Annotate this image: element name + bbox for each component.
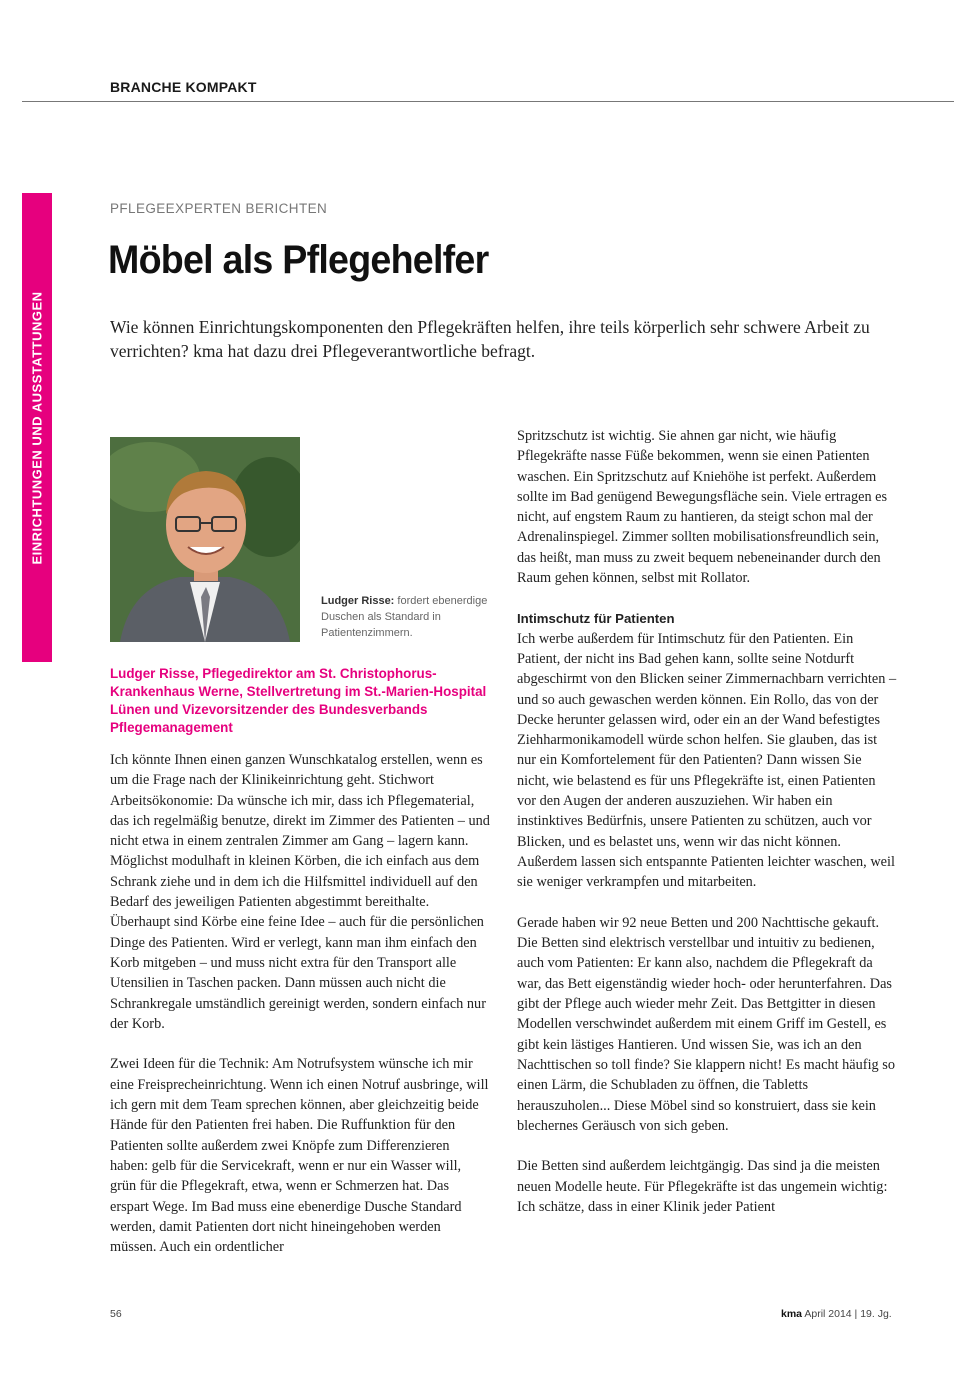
body-paragraph: Spritzschutz ist wichtig. Sie ahnen gar nicht, wie häufig Pflegekräfte nasse Füße bekommen, wenn sie einen Patienten waschen. Ein Spritzschutz auf Kniehöhe ist perfekt. Außerdem sollte im Bad genügend Bewegungsfläche sein. Viele ertragen es nicht, auf engstem Raum zu hantieren, da steigt schon mal der Adrenalinspiegel. Zimmer sollten mobilisationsfreundlich sein, das heißt, man muss zu zweit bequem nebeneinander durch den Raum gehen können, selbst mit Rollator.: [517, 428, 888, 587]
body-paragraph: Die Betten sind außerdem leichtgängig. Das sind ja die meisten neuen Modelle heute. Für Pflegekräfte ist das ungemein wichtig: Ich schätze, dass in einer Klinik jeder Patient: [517, 1158, 888, 1215]
right-column: [517, 426, 897, 1217]
article-lead: Wie können Einrichtungskomponenten den Pflegekräften helfen, ihre teils körperlich sehr schwere Arbeit zu verrichten? kma hat dazu drei Pflegeverantwortliche befragt.: [110, 317, 870, 361]
body-paragraph: Zwei Ideen für die Technik: Am Notrufsystem wünsche ich mir eine Freisprecheinrichtung. Wenn ich einen Notruf ausbringe, will ich gern mit dem Team sprechen können, aber gleichzeitig beide Hände für den Patienten frei haben. Die Ruffunktion für den Patienten sollte außerdem zwei Knöpfe zum Differenzieren haben: gelb für die Servicekraft, wenn er nur ein Wasser will, grün für die Pflegekraft, etwa, wenn er Schmerzen hat. Das erspart Wege. Im Bad muss eine ebenerdige Dusche Standard werden, damit Patienten dort nicht hineingehoben werden müssen. Auch ein ordentlicher: [110, 1056, 489, 1256]
header-rule: [22, 101, 954, 102]
article-title: Möbel als Pflegehelfer: [108, 238, 489, 282]
side-category-label: EINRICHTUNGEN UND AUSSTATTUNGEN: [29, 291, 45, 565]
section-label: BRANCHE KOMPAKT: [110, 79, 257, 95]
page-number: 56: [110, 1308, 122, 1320]
caption-text: fordert ebenerdige Duschen als Standard in Patientenzimmern.: [321, 595, 488, 639]
footer-issue: [781, 1308, 892, 1320]
body-paragraph: Gerade haben wir 92 neue Betten und 200 Nachttische gekauft. Die Betten sind elektrisch verstellbar und intuitiv zu bedienen, auch vom Patienten: Er kann also, nachdem die Pflegekraft da war, das Bett eigenständig wieder hoch- oder herunterfahren. Das gibt der Pflege auch wieder mehr Zeit. Das Bettgitter in diesen Modellen verschwindet außerdem mit einem Griff im Gestell, es gibt kein lästiges Hantieren. Und wissen Sie, was ich an den Nachttischen so toll finde? Sie klappern nicht! Es macht häufig so einen Lärm, die Schubladen zu öffnen, die Tabletts herauszuholen... Diese Möbel sind so konstruiert, dass sie kein blechernes Geräusch von sich geben.: [517, 914, 895, 1134]
caption-name: Ludger Risse:: [321, 595, 395, 607]
article-kicker: PFLEGEEXPERTEN BERICHTEN: [110, 201, 328, 216]
body-paragraph: Ich könnte Ihnen einen ganzen Wunschkatalog erstellen, wenn es um die Frage nach der Klinikeinrichtung geht. Stichwort Arbeitsökonomie: Da wünsche ich mir, dass ich Pflegematerial, das ich regelmäßig benutze, direkt im Zimmer des Patienten – und nicht etwa in einem zentralen Zimmer am Gang – lagern kann. Möglichst modulhaft in kleinen Körben, die ich einfach aus dem Schrank ziehe und in dem ich die Hilfsmittel individuell auf den Bedarf des jeweiligen Patienten abgestimmt bereithalte. Überhaupt sind Körbe eine feine Idee – auch für die persönlichen Dinge des Patienten. Wird er verlegt, kann man ihm einfach den Korb mitgeben – und muss nicht extra für den Transport alle Utensilien in Taschen packen. Dann müssen auch nicht die Schrankregale umständlich gereinigt werden, sondern einfach nur der Korb.: [110, 752, 490, 1032]
speaker-heading: Ludger Risse, Pflegedirektor am St. Christophorus-Krankenhaus Werne, Stellvertretung im St.-Marien-Hospital Lünen und Vizevorsitzender des Bundesverbands Pflegemanagement: [110, 666, 487, 735]
left-column: [110, 750, 490, 1257]
footer-issue-text: April 2014 | 19. Jg.: [804, 1308, 892, 1320]
photo-caption: [321, 593, 491, 641]
portrait-photo: [110, 437, 300, 642]
body-paragraph: Ich werbe außerdem für Intimschutz für den Patienten. Ein Patient, der nicht ins Bad gehen kann, sollte seine Notdurft abgeschirmt von den Blicken seiner Zimmernachbarn verrichten – und so auch gewaschen werden können. Ein Rollo, das von der Decke herunter gelassen wird, oder ein an der Wand befestigtes Ziehharmonikamodell würde schon helfen. Sie glauben, das ist nur ein Komfortelement für den Patienten? Dann wissen Sie nicht, wie belastend es für uns Pflegekräfte ist, einen Patienten vor den Augen der anderen auszuziehen. Wir haben ein instinktives Bedürfnis, unsere Patienten zu schützen, auch vor Blicken, und es belastet uns, wenn wir das nicht können. Außerdem lassen sich entspannte Patienten leichter waschen, weil sie weniger verkrampfen und mitarbeiten.: [517, 630, 897, 891]
subheading: Intimschutz für Patienten: [517, 610, 675, 626]
portrait-illustration: [110, 437, 300, 642]
footer-magazine: kma: [781, 1308, 803, 1320]
